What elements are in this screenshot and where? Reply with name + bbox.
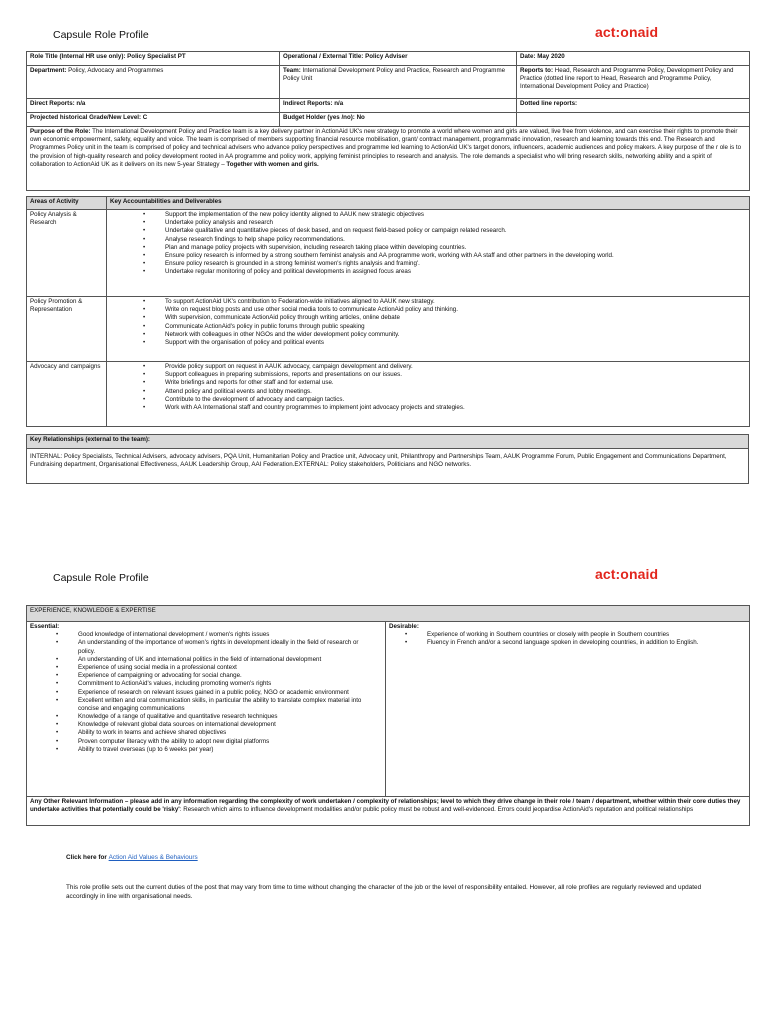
essential-label: Essential: [30, 623, 60, 630]
areas-header: Areas of Activity [27, 197, 107, 210]
list-item: • Plan and manage policy projects with supervision, including research taking place within developing countries. [165, 244, 746, 252]
list-item: • Provide policy support on request in AAUK advocacy, campaign development and delivery. [165, 363, 746, 371]
page-2 [0, 555, 768, 1024]
key-relationships-table [26, 434, 749, 484]
list-item: • Excellent written and oral communication skills, in particular the ability to translate complex material into concise and engaging communications [78, 697, 362, 713]
department-value: Policy, Advocacy and Programmes [66, 67, 164, 74]
list-item: • Undertake regular monitoring of policy and political developments in assigned focus areas [165, 268, 746, 276]
area-name: Policy Analysis & Research [27, 210, 107, 297]
team-value: International Development Policy and Practice, Research and Programme Policy Unit [283, 67, 506, 83]
list-item: • An understanding of UK and international politics in the field of international development [78, 656, 362, 664]
direct-reports: Direct Reports: n/a [27, 99, 280, 113]
list-item: • Knowledge of a range of qualitative and quantitative research techniques [78, 713, 362, 721]
reports-to-label: Reports to: [520, 67, 553, 74]
list-item: • Support with the organisation of policy and political events [165, 339, 746, 347]
team-label: Team: [283, 67, 301, 74]
list-item: • Analyse research findings to help shape policy recommendations. [165, 236, 746, 244]
list-item: • Network with colleagues in other NGOs and the wider development policy community. [165, 331, 746, 339]
list-item: • Communicate ActionAid's policy in public forums through public speaking [165, 323, 746, 331]
page-title: Capsule Role Profile [53, 572, 149, 584]
list-item: • Experience of campaigning or advocating for social change. [78, 672, 362, 680]
list-item: • Ensure policy research is grounded in a strong feminist women's rights analysis and framing'. [165, 260, 746, 268]
experience-header: EXPERIENCE, KNOWLEDGE & EXPERTISE [27, 606, 750, 622]
accountabilities-table [26, 196, 750, 427]
actionaid-logo: act:onaid [595, 566, 659, 582]
essential-cell [27, 622, 386, 797]
team-cell [280, 66, 517, 99]
list-item: • Write on request blog posts and use other social media tools to communicate ActionAid policy and thinking. [165, 306, 746, 314]
list-item: • Support the implementation of the new policy identity aligned to AAUK new strategic objectives [165, 211, 746, 219]
empty-cell [517, 113, 750, 127]
area-items [107, 362, 750, 427]
list-item: • Contribute to the development of advocacy and campaign tactics. [165, 396, 746, 404]
other-info-label: Any Other Relevant Information – please add in any information regarding the complexity of work undertaken / complexity of relationships; level to which they drive change in their role / team / department, whether within their core duties they undertake activities that potentially could be 'risky' [30, 798, 741, 814]
key-relationships-text: INTERNAL: Policy Specialists, Technical Advisers, advocacy advisers, PQA Unit, Humanitarian Policy and Practice unit, Advocacy unit, Philanthropy and Partnerships Team, AAUK Programme Forum, Public Engagement and Communications Department, Fundraising department, Organisational Effectiveness, AAUK Leadership Group, AAI Federation.EXTERNAL: Policy stakeholders, Politicians and NGO networks. [27, 449, 749, 484]
dotted-line-reports: Dotted line reports: [517, 99, 750, 113]
area-items [107, 297, 750, 362]
list-item: • Support colleagues in preparing submissions, reports and presentations on our issues. [165, 371, 746, 379]
purpose-cell [27, 127, 750, 191]
footer-note: This role profile sets out the current duties of the post that may vary from time to time without changing the character of the job or the level of responsibility entailed. However, all role profiles are regularly reviewed and updated accordingly in line with organisational needs. [66, 884, 702, 901]
list-item: • Experience of working in Southern countries or closely with people in Southern countries [427, 631, 736, 639]
purpose-bold-end: Together with women and girls. [226, 160, 319, 168]
list-item: • Commitment to ActionAid's values, including promoting women's rights [78, 680, 362, 688]
list-item: • Good knowledge of international development / women's rights issues [78, 631, 362, 639]
grade-level: Projected historical Grade/New Level: C [27, 113, 280, 127]
area-name: Advocacy and campaigns [27, 362, 107, 427]
other-info-cell [27, 797, 750, 826]
list-item: • Fluency in French and/or a second language spoken in developing countries, in addition to English. [427, 639, 736, 647]
area-name: Policy Promotion & Representation [27, 297, 107, 362]
list-item: • Undertake policy analysis and research [165, 219, 746, 227]
list-item: • Knowledge of relevant global data sources on international development [78, 721, 362, 729]
desirable-label: Desirable: [389, 623, 419, 630]
page-title: Capsule Role Profile [53, 29, 149, 41]
indirect-reports: Indirect Reports: n/a [280, 99, 517, 113]
values-behaviours-link[interactable]: Action Aid Values & Behaviours [108, 854, 198, 861]
click-here-line [66, 853, 198, 862]
list-item: • With supervision, communicate ActionAid policy through writing articles, online debate [165, 314, 746, 322]
list-item: • Undertake qualitative and quantitative pieces of desk based, and on request field-based policy or campaign related research. [165, 227, 746, 235]
list-item: • Attend policy and political events and lobby meetings. [165, 388, 746, 396]
department-cell [27, 66, 280, 99]
role-title: Role Title (Internal HR use only): Policy Specialist PT [27, 52, 280, 66]
list-item: • Experience of using social media in a professional context [78, 664, 362, 672]
list-item: • Proven computer literacy with the ability to adopt new digital platforms [78, 738, 362, 746]
budget-holder: Budget Holder (yes /no): No [280, 113, 517, 127]
department-label: Department: [30, 67, 67, 74]
page-1 [0, 0, 768, 500]
purpose-text: The International Development Policy and Practice team is a key delivery partner in ActionAid UK's new strategy to promote a world where women and girls are valued, live free from violence, and can exercise their rights to promote their own economic empowerment, safety, equality and voice. The team is comprised of members supporting financial resource mobilisation, grant/ contract management, programmatic innovation, research and learning towards this end. The Research and Programmes Policy unit in the team is comprised of policy and technical advisers who advance policy perspectives and programme led learning to ActionAid UK's target donors, influencers, academic audiences and policy makers. A key purpose of the r ole is to the provision of high-quality research and policy development rooted in AA programme and policy work, applying feminist principles to research and analysis. The role demands a specialist who will bring research skills, networking ability and a spirit of collaboration to ActionAid UK as it delivers on its new 5-year Strategy – [30, 128, 742, 168]
desirable-cell [386, 622, 750, 797]
list-item: • An understanding of the importance of women's rights in development ideally in the field of research or policy. [78, 639, 362, 655]
experience-table [26, 605, 750, 826]
click-here-text: Click here for [66, 854, 109, 861]
actionaid-logo: act:onaid [595, 24, 659, 40]
area-items [107, 210, 750, 297]
list-item: • Experience of research on relevant issues gained in a public policy, NGO or academic environment [78, 689, 362, 697]
list-item: • Ability to work in teams and achieve shared objectives [78, 729, 362, 737]
reports-to-value: Head, Research and Programme Policy, Development Policy and Practice (dotted line report to Head, Research and Programme Policy, International Development Policy and Practice) [520, 67, 734, 91]
purpose-label: Purpose of the Role: [30, 128, 91, 135]
date: Date: May 2020 [517, 52, 750, 66]
list-item: • Ensure policy research is informed by a strong southern feminist analysis and AA programme work, working with AA staff and other partners in the developing world. [165, 252, 746, 260]
accountabilities-header: Key Accountabilities and Deliverables [107, 197, 750, 210]
list-item: • To support ActionAid UK's contribution to Federation-wide initiatives aligned to AAUK new strategy. [165, 298, 746, 306]
list-item: • Work with AA International staff and country programmes to implement joint advocacy projects and strategies. [165, 404, 746, 412]
role-info-table [26, 51, 750, 191]
operational-title: Operational / External Title: Policy Adviser [280, 52, 517, 66]
list-item: • Ability to travel overseas (up to 6 weeks per year) [78, 746, 362, 754]
list-item: • Write briefings and reports for other staff and for external use. [165, 379, 746, 387]
reports-to-cell [517, 66, 750, 99]
key-relationships-header: Key Relationships (external to the team): [27, 435, 749, 449]
other-info-text: : Research which aims to influence development modalities and/or public policy must be robust and well-evidenced. Errors could jeopardise ActionAid's reputation and political relationships [179, 806, 694, 814]
